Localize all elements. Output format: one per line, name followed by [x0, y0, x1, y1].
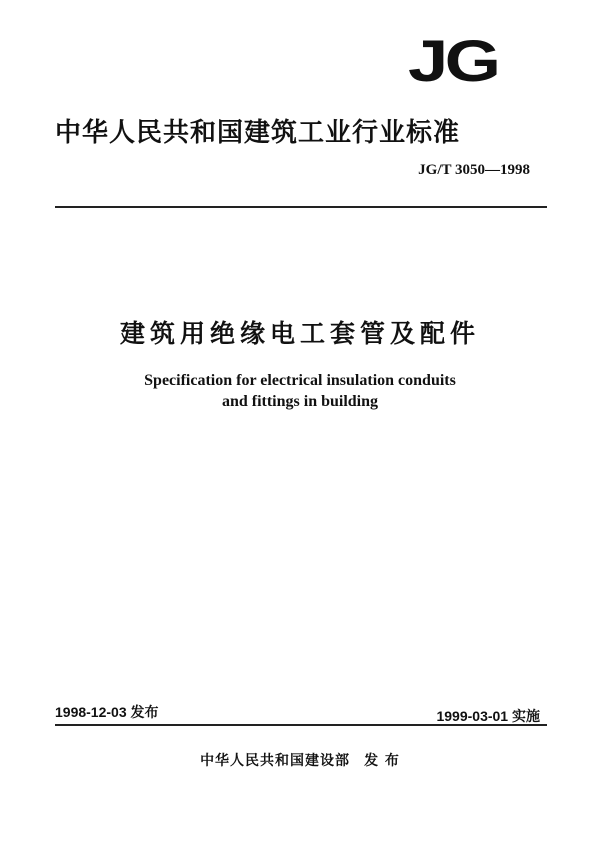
standard-number: JG/T 3050—1998 [418, 162, 530, 178]
publisher-name: 中华人民共和国建设部 [200, 753, 351, 769]
publish-word: 发 布 [364, 753, 400, 769]
bottom-divider [55, 724, 547, 726]
issue-date: 1998-12-03 发布 [55, 704, 159, 720]
publisher-line [0, 750, 600, 770]
standard-category-title: 中华人民共和国建筑工业行业标准 [55, 118, 461, 148]
jg-logo: JG [408, 29, 498, 94]
document-title-en-line1: Specification for electrical insulation conduits [144, 372, 456, 389]
document-title-en [0, 370, 600, 412]
effective-date: 1999-03-01 实施 [436, 708, 540, 724]
document-title-cn: 建筑用绝缘电工套管及配件 [119, 319, 480, 348]
top-divider [55, 206, 547, 208]
document-title-en-line2: and fittings in building [221, 393, 379, 410]
